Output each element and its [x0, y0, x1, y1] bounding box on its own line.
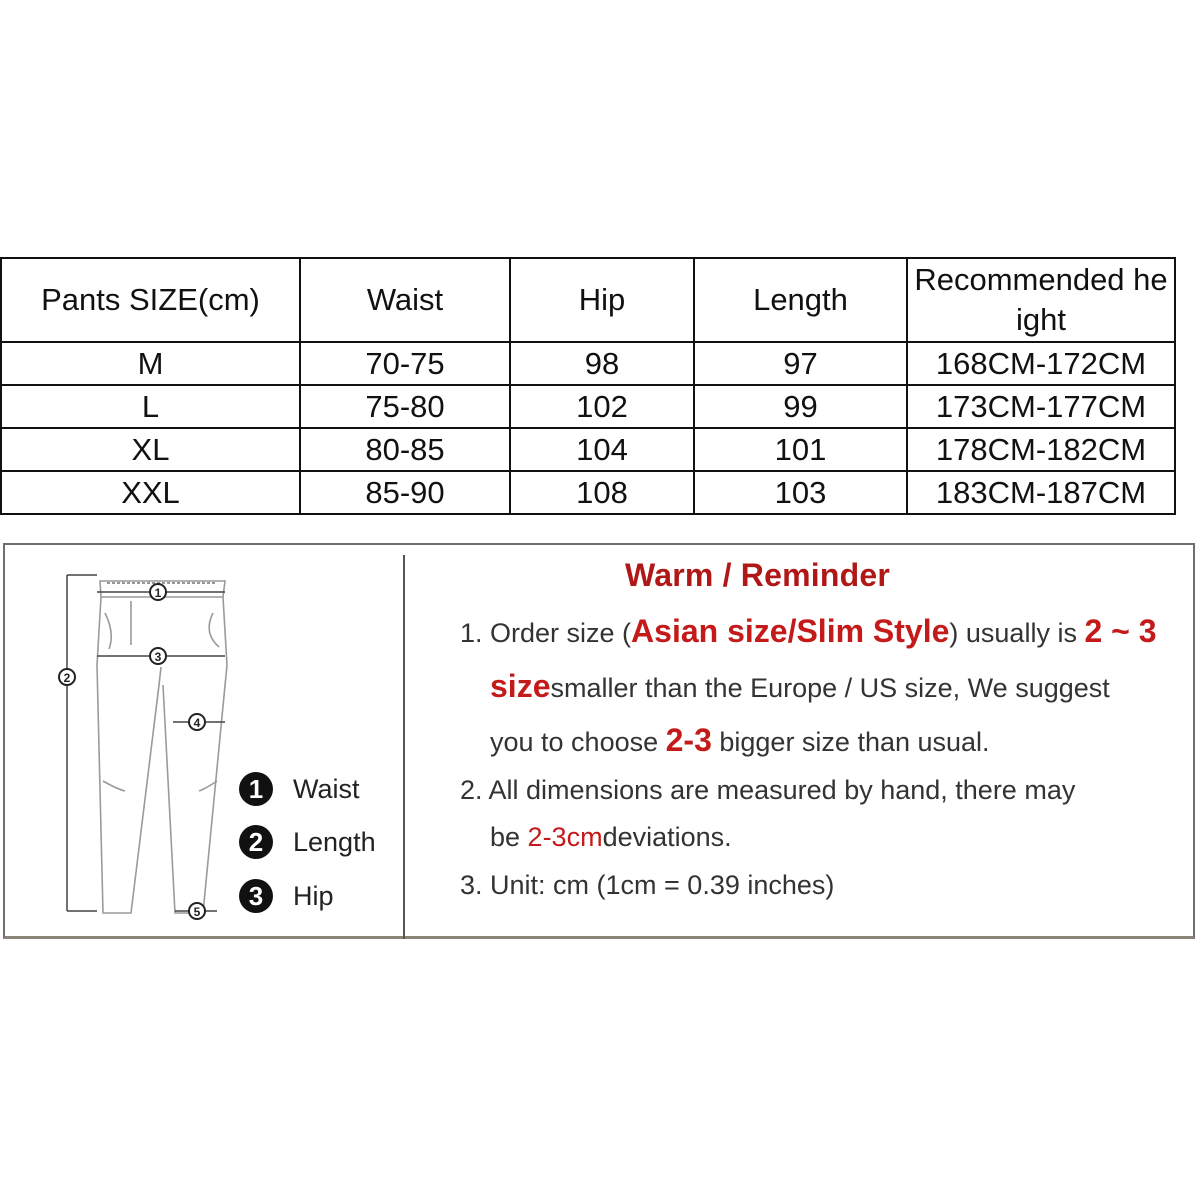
- cell-size: XXL: [1, 471, 300, 514]
- marker-3-icon: [150, 648, 166, 664]
- table-row: [1, 342, 1175, 385]
- cell-length: 97: [694, 342, 907, 385]
- svg-text:5: 5: [193, 905, 201, 919]
- reminder-line-3: [490, 722, 990, 759]
- cell-length: 99: [694, 385, 907, 428]
- cell-waist: 80-85: [300, 428, 510, 471]
- reminder-text: you to choose: [490, 727, 666, 757]
- reminder-line-1: [460, 613, 1157, 650]
- reminder-highlight: 2-3cm: [527, 822, 603, 852]
- cell-waist: 75-80: [300, 385, 510, 428]
- header-recommended-height: [907, 258, 1175, 342]
- cell-waist: 70-75: [300, 342, 510, 385]
- header-length: Length: [694, 258, 907, 342]
- legend-item: [239, 769, 360, 809]
- header-recommended-line1: Recommended he: [914, 262, 1168, 297]
- cell-hip: 102: [510, 385, 694, 428]
- measure-markers: [59, 584, 205, 919]
- legend-number-3-icon: 3: [239, 879, 273, 913]
- reminder-highlight: size: [490, 668, 551, 704]
- svg-text:4: 4: [193, 716, 201, 730]
- reminder-text: smaller than the Europe / US size, We suggest: [550, 673, 1110, 703]
- header-recommended-line2: ight: [1016, 302, 1066, 337]
- legend-label-length: Length: [293, 826, 376, 857]
- reminder-highlight: 2-3: [665, 722, 712, 758]
- marker-5-icon: [189, 903, 205, 919]
- size-chart-table: [0, 257, 1176, 515]
- legend-item: [239, 876, 334, 916]
- cell-waist: 85-90: [300, 471, 510, 514]
- cell-hip: 108: [510, 471, 694, 514]
- reminder-highlight: 2 ~ 3: [1084, 613, 1157, 649]
- svg-text:2: 2: [63, 671, 71, 685]
- legend-number-1-icon: 1: [239, 772, 273, 806]
- measure-lines: [67, 575, 225, 911]
- marker-4-icon: [189, 714, 205, 730]
- reminder-title: Warm / Reminder: [625, 557, 890, 593]
- reminder-text: ) usually is: [949, 618, 1085, 648]
- header-size: Pants SIZE(cm): [1, 258, 300, 342]
- table-row: [1, 385, 1175, 428]
- cell-hip: 104: [510, 428, 694, 471]
- cell-size: XL: [1, 428, 300, 471]
- reminder-text: deviations.: [602, 822, 732, 852]
- header-waist: Waist: [300, 258, 510, 342]
- reminder-line-4: 2. All dimensions are measured by hand, there may: [460, 775, 1076, 805]
- reminder-text: 1. Order size (: [460, 618, 632, 648]
- cell-hip: 98: [510, 342, 694, 385]
- svg-text:3: 3: [154, 650, 162, 664]
- legend-label-waist: Waist: [293, 773, 360, 804]
- marker-2-icon: [59, 669, 75, 685]
- table-row: [1, 471, 1175, 514]
- cell-recommended-height: 173CM-177CM: [907, 385, 1175, 428]
- reminder-text: be: [490, 822, 528, 852]
- marker-1-icon: [150, 584, 166, 600]
- reminder-highlight: Asian size/Slim Style: [631, 613, 950, 649]
- svg-text:1: 1: [154, 586, 162, 600]
- cell-recommended-height: 183CM-187CM: [907, 471, 1175, 514]
- reminder-line-5: [490, 822, 732, 853]
- table-header-row: [1, 258, 1175, 342]
- legend-label-hip: Hip: [293, 880, 334, 911]
- cell-length: 101: [694, 428, 907, 471]
- panel-divider: [403, 555, 405, 939]
- reminder-panel: [3, 543, 1195, 939]
- cell-size: L: [1, 385, 300, 428]
- pants-diagram: [5, 545, 245, 941]
- reminder-line-6: 3. Unit: cm (1cm = 0.39 inches): [460, 870, 835, 900]
- reminder-text: bigger size than usual.: [711, 727, 990, 757]
- table-row: [1, 428, 1175, 471]
- cell-recommended-height: 178CM-182CM: [907, 428, 1175, 471]
- reminder-line-2: [490, 668, 1110, 705]
- pants-outline-icon: [97, 581, 227, 913]
- cell-size: M: [1, 342, 300, 385]
- cell-recommended-height: 168CM-172CM: [907, 342, 1175, 385]
- cell-length: 103: [694, 471, 907, 514]
- legend-item: [239, 822, 376, 862]
- legend-number-2-icon: 2: [239, 825, 273, 859]
- header-hip: Hip: [510, 258, 694, 342]
